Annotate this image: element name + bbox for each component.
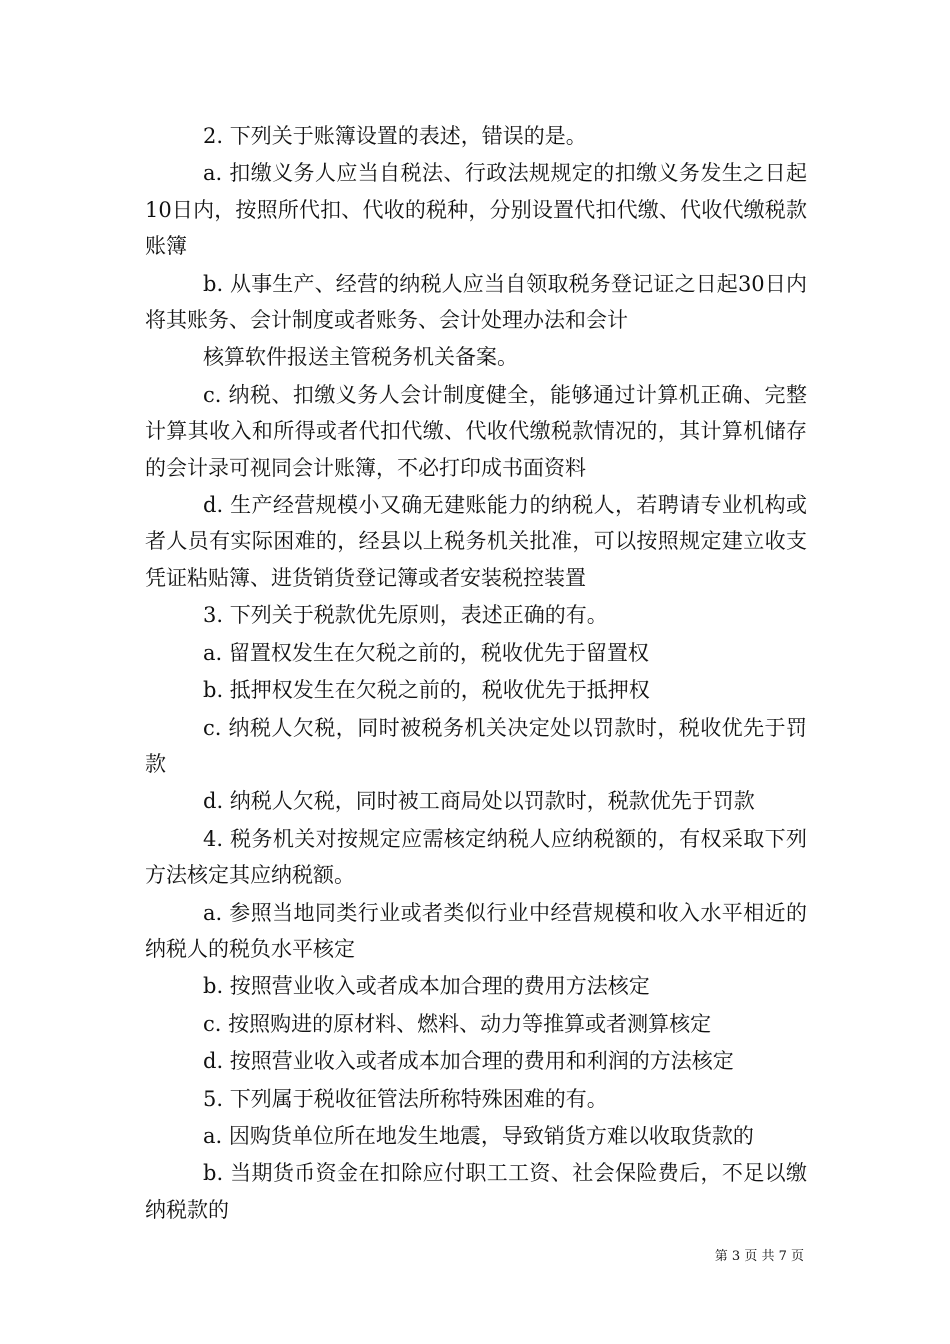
question-3-option-d: d. 纳税人欠税，同时被工商局处以罚款时，税款优先于罚款 bbox=[203, 789, 755, 814]
question-2: 2. 下列关于账簿设置的表述，错误的是。 bbox=[203, 124, 587, 148]
question-3-option-c: c. 纳税人欠税，同时被税务机关决定处以罚款时，税收优先于罚款 bbox=[145, 715, 807, 776]
question-3-option-b: b. 抵押权发生在欠税之前的，税收优先于抵押权 bbox=[203, 678, 650, 703]
question-5-option-b: b. 当期货币资金在扣除应付职工工资、社会保险费后，不足以缴纳税款的 bbox=[145, 1161, 807, 1222]
question-5-option-a: a. 因购货单位所在地发生地震，导致销货方难以收取货款的 bbox=[203, 1123, 754, 1148]
question-4-option-d: d. 按照营业收入或者成本加合理的费用和利润的方法核定 bbox=[203, 1049, 734, 1074]
document-body bbox=[145, 118, 807, 1229]
question-4-option-b: b. 按照营业收入或者成本加合理的费用方法核定 bbox=[203, 974, 650, 999]
question-4-option-c: c. 按照购进的原材料、燃料、动力等推算或者测算核定 bbox=[203, 1011, 712, 1036]
question-4-option-a: a. 参照当地同类行业或者类似行业中经营规模和收入水平相近的纳税人的税负水平核定 bbox=[145, 900, 807, 961]
question-2-option-b: b. 从事生产、经营的纳税人应当自领取税务登记证之日起30日内将其账务、会计制度或者账务、会计处理办法和会计 bbox=[145, 271, 807, 333]
question-3-option-a: a. 留置权发生在欠税之前的，税收优先于留置权 bbox=[203, 640, 649, 665]
question-3: 3. 下列关于税款优先原则，表述正确的有。 bbox=[203, 603, 608, 628]
question-2-option-d: d. 生产经营规模小又确无建账能力的纳税人，若聘请专业机构或者人员有实际困难的，经县以上税务机关批准，可以按照规定建立收支凭证粘贴簿、进货销货登记簿或者安装税控装置 bbox=[145, 493, 807, 590]
question-2-option-a: a. 扣缴义务人应当自税法、行政法规规定的扣缴义务发生之日起10日内，按照所代扣、代收的税种，分别设置代扣代缴、代收代缴税款账簿 bbox=[145, 161, 807, 259]
question-4: 4. 税务机关对按规定应需核定纳税人应纳税额的，有权采取下列方法核定其应纳税额。 bbox=[145, 826, 807, 888]
question-2-option-b-continued: 核算软件报送主管税务机关备案。 bbox=[203, 345, 518, 370]
page-number: 第 3 页 共 7 页 bbox=[714, 1249, 804, 1264]
question-2-option-c: c. 纳税、扣缴义务人会计制度健全，能够通过计算机正确、完整计算其收入和所得或者代扣代缴、代收代缴税款情况的，其计算机储存的会计录可视同会计账簿，不必打印成书面资料 bbox=[145, 382, 807, 480]
question-5: 5. 下列属于税收征管法所称特殊困难的有。 bbox=[203, 1086, 608, 1111]
